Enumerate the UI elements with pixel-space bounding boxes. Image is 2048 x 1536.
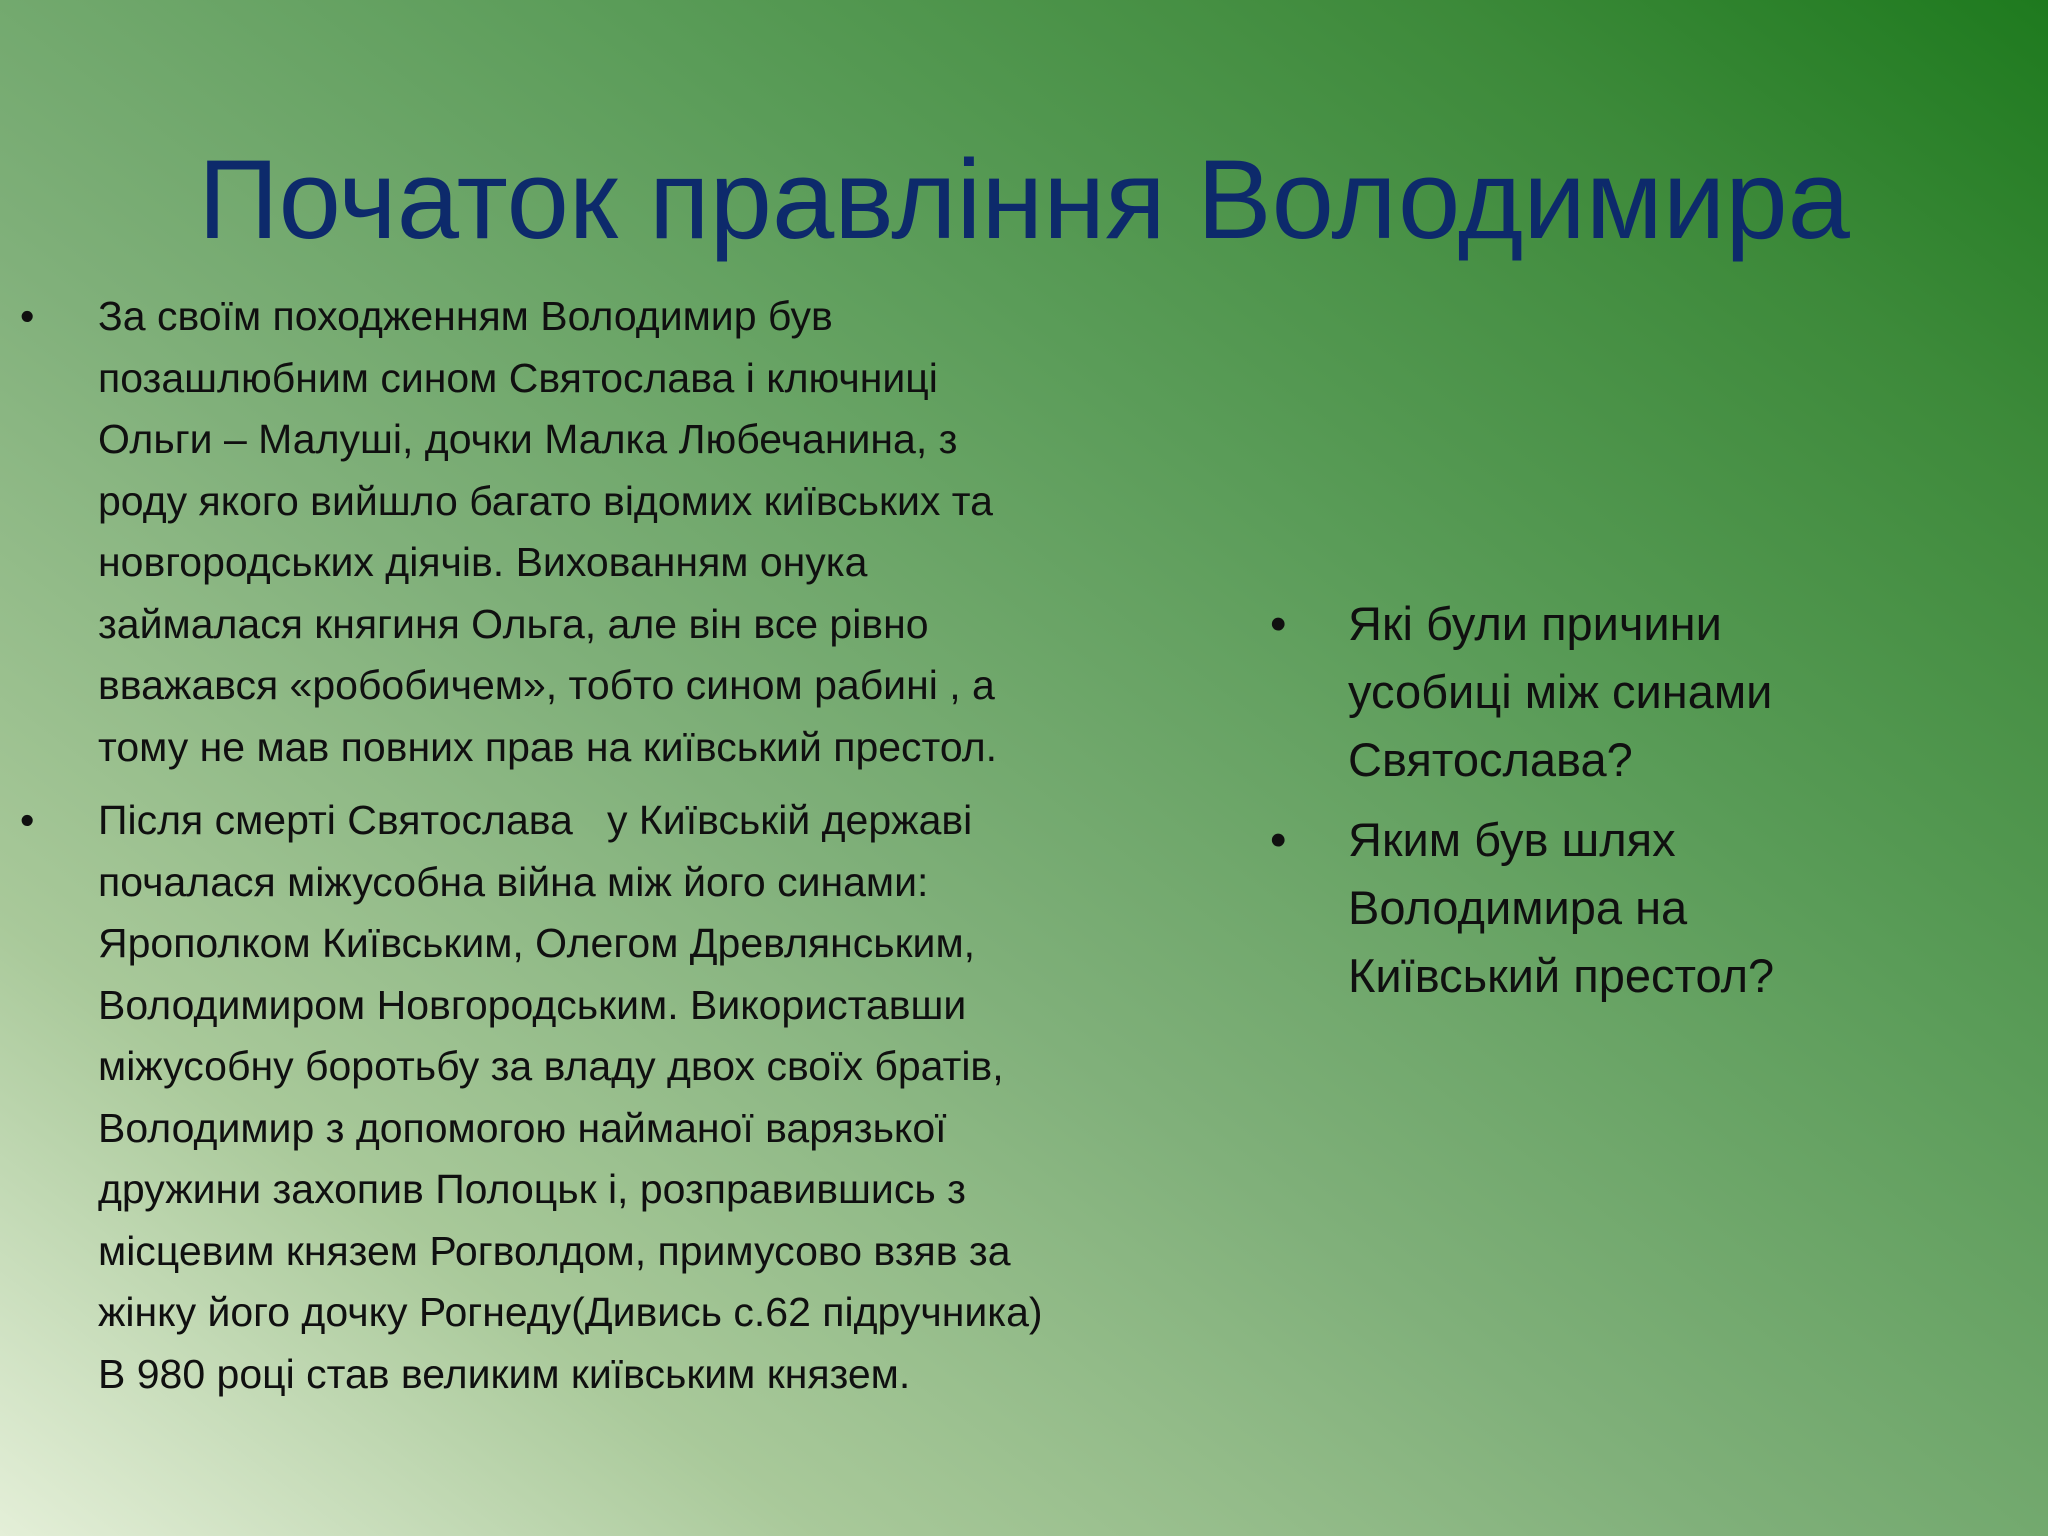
bullet-text-line: В 980 році став великим київським князем. (98, 1350, 911, 1397)
question-text-line: Яким був шлях (1348, 813, 1676, 866)
bullet-text-line: почалася міжусобна війна між його синами: (98, 858, 929, 905)
question-causes (1270, 590, 1970, 794)
left-bullet-list (20, 286, 1220, 1417)
bullet-text-line: новгородських діячів. Вихованням онука (98, 539, 868, 585)
bullet-dot: • (1270, 597, 1287, 650)
bullet-text-line: міжусобну боротьбу за владу двох своїх братів, (98, 1043, 1004, 1089)
bullet-text-line: Після смерті Святослава у Київській державі (98, 797, 973, 843)
question-text-line: Київський престол? (1348, 949, 1775, 1002)
question-text-line: Володимира на (1348, 881, 1688, 934)
slide-title: Початок правління Володимира (198, 137, 1850, 262)
bullet-origin (20, 286, 1220, 778)
bullet-text-line: вважався «робобичем», тобто сином рабині , а (98, 662, 995, 708)
question-text-line: Які були причини (1348, 597, 1722, 650)
bullet-text-line: За своїм походженням Володимир був (98, 293, 833, 339)
question-path (1270, 806, 1970, 1010)
bullet-text-line: місцевим князем Рогволдом, примусово взяв за (98, 1227, 1011, 1274)
bullet-text-line: Володимиром Новгородським. Використавши (98, 981, 967, 1028)
bullet-text-line: Ярополком Київським, Олегом Древлянським, (98, 920, 976, 966)
bullet-text-line: роду якого вийшло багато відомих київських та (98, 477, 993, 524)
bullet-dot: • (1270, 813, 1287, 866)
right-bullet-list (1270, 590, 1970, 1022)
bullet-text-line: жінку його дочку Рогнеду(Дивись с.62 підручника) (98, 1289, 1043, 1335)
bullet-text-line: займалася княгиня Ольга, але він все рівно (98, 600, 929, 647)
question-text-line: усобиці між синами (1348, 665, 1773, 718)
bullet-text-line: позашлюбним сином Святослава і ключниці (98, 354, 938, 401)
bullet-text-line: дружини захопив Полоцьк і, розправившись з (98, 1166, 966, 1212)
bullet-text-line: тому не мав повних прав на київський престол. (98, 723, 998, 770)
bullet-civil-war (20, 790, 1220, 1405)
bullet-dot: • (20, 293, 35, 339)
question-text-line: Святослава? (1348, 733, 1633, 786)
bullet-text-line: Володимир з допомогою найманої варязької (98, 1104, 947, 1151)
bullet-dot: • (20, 797, 35, 843)
bullet-text-line: Ольги – Малуші, дочки Малка Любечанина, з (98, 416, 958, 462)
